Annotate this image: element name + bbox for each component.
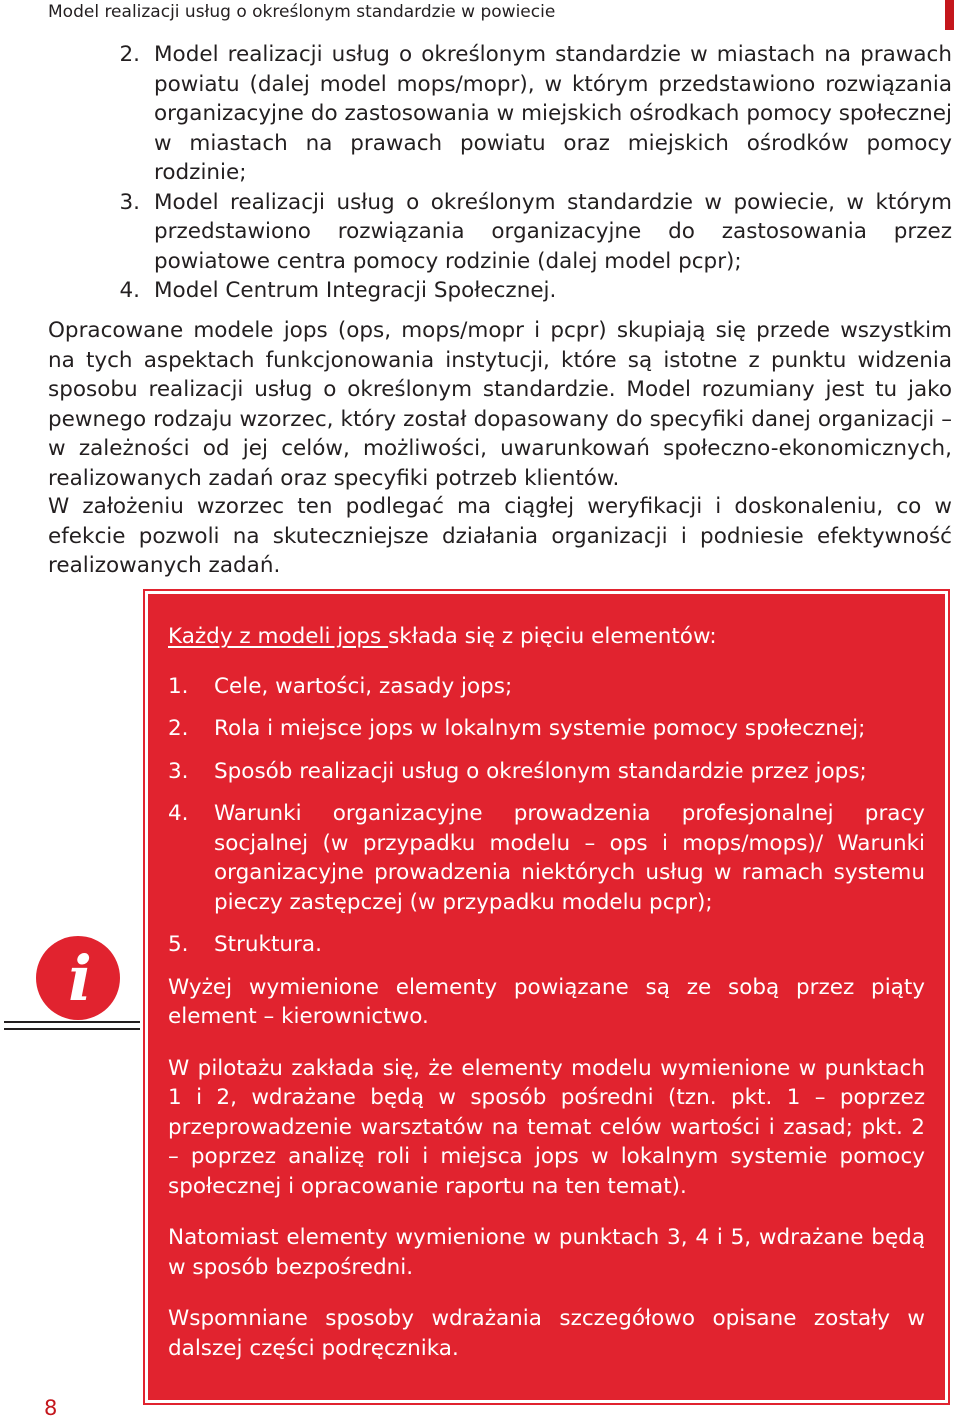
running-head: Model realizacji usług o określonym standardzie w powiecie (48, 2, 556, 22)
models-list (48, 40, 952, 306)
element-list-item (168, 714, 925, 744)
header-accent-bar (945, 0, 954, 30)
list-item-text: Model Centrum Integracji Społecznej. (154, 278, 557, 303)
info-box-intro (168, 622, 925, 652)
element-list-item (168, 757, 925, 787)
list-item-text: Model realizacji usług o określonym standardzie w powiecie, w którym przedstawiono rozwiązania organizacyjne do zastosowania przez powiatowe centra pomocy rodzinie (dalej model pcpr); (154, 189, 952, 274)
list-item-number: 2. (119, 42, 140, 67)
info-paragraph: Wyżej wymienione elementy powiązane są ze sobą przez piąty element – kierownictwo. (168, 974, 925, 1029)
body-paragraph-verification: W założeniu wzorzec ten podlegać ma ciągłej weryfikacji i doskonaleniu, co w efekcie pozwoli na skuteczniejsze działania organizacji i podniesie efektywność realizowanych zadań. (48, 494, 952, 578)
element-text: Sposób realizacji usług o określonym standardzie przez jops; (214, 758, 867, 784)
info-paragraph: Natomiast elementy wymienione w punktach 3, 4 i 5, wdrażane będą w sposób bezpośredni. (168, 1225, 925, 1280)
list-item (48, 276, 952, 306)
page-number: 8 (44, 1396, 58, 1420)
element-text: Rola i miejsce jops w lokalnym systemie pomocy społecznej; (214, 716, 866, 741)
element-text: Cele, wartości, zasady jops; (214, 673, 513, 699)
list-item (48, 40, 952, 188)
list-item (48, 188, 952, 277)
info-box-content (168, 622, 925, 1385)
element-list-item (168, 799, 925, 917)
element-number: 1. (168, 673, 189, 699)
element-list-item (168, 930, 925, 960)
element-number: 4. (168, 801, 189, 826)
element-number: 3. (168, 758, 189, 784)
info-icon (2, 930, 142, 1040)
element-number: 2. (168, 716, 189, 741)
element-number: 5. (168, 932, 189, 957)
list-item-text: Model realizacji usług o określonym standardzie w miastach na prawach powiatu (dalej model mops/mopr), w którym przedstawiono rozwiązania organizacyjne do zastosowania w miejskich ośrodkach pomocy społecznej w miastach na prawach powiatu oraz miejskich ośrodków pomocy rodzinie; (154, 42, 952, 185)
body-paragraph-models: Opracowane modele jops (ops, mops/mopr i pcpr) skupiają się przede wszystkim na tych aspektach funkcjonowania instytucji, które są istotne z punktu widzenia sposobu realizacji usług o określonym standardzie. Model rozumiany jest tu jako pewnego rodzaju wzorzec, który został dopasowany do specyfiki danej organizacji – w zależności od jej celów, możliwości, uwarunkowań społeczno-ekonomicznych, realizowanych zadań oraz specyfiki potrzeb klientów. (48, 318, 952, 491)
info-paragraph: W pilotażu zakłada się, że elementy modelu wymienione w punktach 1 i 2, wdrażane będą w sposób pośredni (tzn. pkt. 1 – poprzez przeprowadzenie warsztatów na temat celów wartości i zasad; pkt. 2 – poprzez analizę roli i miejsca jops w lokalnym systemie pomocy społecznej i opracowanie raportu na ten temat). (168, 1055, 925, 1199)
svg-text:i: i (68, 942, 92, 1015)
element-text: Struktura. (214, 932, 322, 957)
element-text: Warunki organizacyjne prowadzenia profesjonalnej pracy socjalnej (w przypadku modelu – ops i mops/mops)/ Warunki organizacyjne prowadzenia niektórych usług w ramach systemu pieczy zastępczej (w przypadku modelu pcpr); (214, 801, 925, 915)
list-item-number: 3. (119, 189, 140, 215)
info-paragraph: Wspomniane sposoby wdrażania szczegółowo opisane zostały w dalszej części podręcznika. (168, 1306, 925, 1361)
list-item-number: 4. (119, 278, 140, 303)
info-box-intro-underlined: Każdy z modeli jops (168, 624, 389, 649)
info-box-intro-rest: składa się z pięciu elementów: (388, 624, 717, 649)
element-list-item (168, 672, 925, 702)
